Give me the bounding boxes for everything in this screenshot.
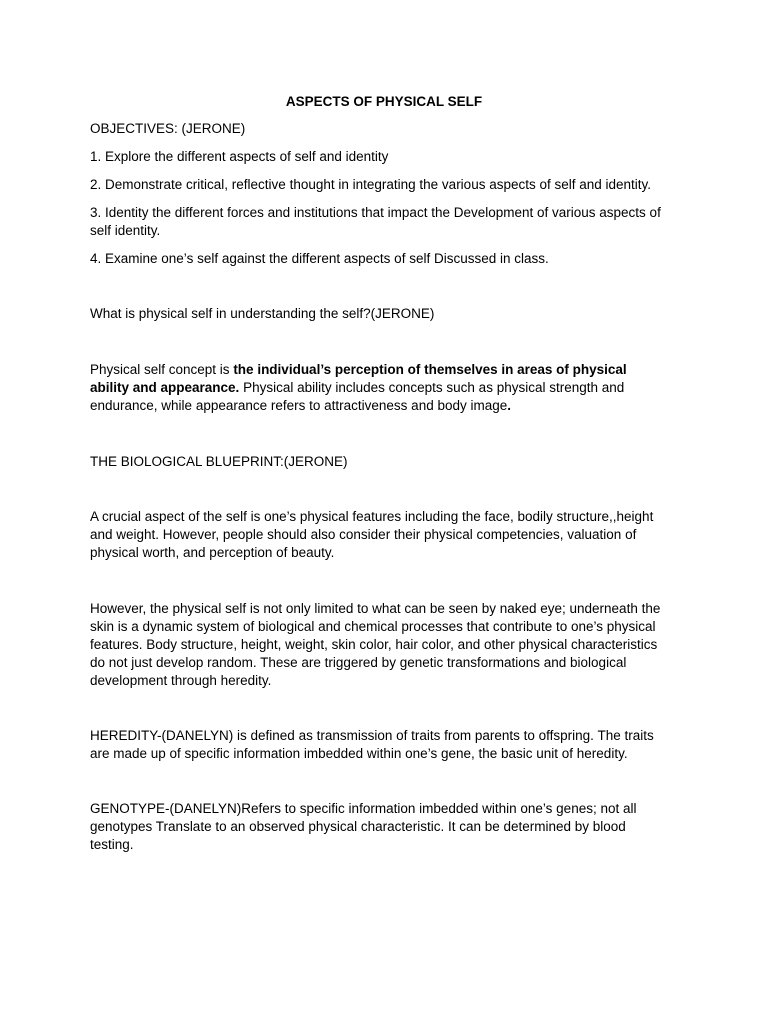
paragraph-2-line-1: However, the physical self is not only limited to what can be seen by naked eye; underneath the	[90, 601, 661, 616]
definition-emphasis-2: ability and appearance.	[90, 380, 240, 395]
question-heading: What is physical self in understanding the self?(JERONE)	[90, 306, 435, 321]
objective-item-1: 1. Explore the different aspects of self and identity	[90, 149, 389, 164]
blueprint-heading: THE BIOLOGICAL BLUEPRINT:(JERONE)	[90, 454, 348, 469]
heredity-line-2: are made up of specific information imbedded within one’s gene, the basic unit of heredity.	[90, 746, 628, 761]
objective-item-4: 4. Examine one’s self against the different aspects of self Discussed in class.	[90, 251, 549, 266]
definition-line-1-text: Physical self concept is	[90, 362, 234, 377]
genotype-line-3: testing.	[90, 837, 134, 852]
heredity-line-1: HEREDITY-(DANELYN) is defined as transmission of traits from parents to offspring. The traits	[90, 728, 654, 743]
definition-line-2-text: Physical ability includes concepts such as physical strength and	[239, 380, 625, 395]
definition-line-2	[90, 379, 690, 397]
objective-item-2: 2. Demonstrate critical, reflective thought in integrating the various aspects of self and identity.	[90, 177, 652, 192]
definition-period: .	[507, 398, 512, 413]
objectives-heading: OBJECTIVES: (JERONE)	[90, 121, 246, 136]
definition-line-3-text: endurance, while appearance refers to attractiveness and body image	[90, 398, 508, 413]
definition-line-3	[90, 397, 690, 415]
paragraph-2-line-2: skin is a dynamic system of biological and chemical processes that contribute to one’s physical	[90, 619, 656, 634]
paragraph-2-line-5: development through heredity.	[90, 673, 272, 688]
paragraph-1-line-2: and weight. However, people should also consider their physical competencies, valuation of	[90, 527, 637, 542]
genotype-line-1: GENOTYPE-(DANELYN)Refers to specific information imbedded within one’s genes; not all	[90, 801, 637, 816]
paragraph-1-line-1: A crucial aspect of the self is one’s physical features including the face, bodily structure,,height	[90, 509, 654, 524]
paragraph-2-line-4: do not just develop random. These are triggered by genetic transformations and biological	[90, 655, 627, 670]
definition-emphasis-1: the individual’s perception of themselves in areas of physical	[233, 362, 627, 377]
genotype-line-2: genotypes Translate to an observed physical characteristic. It can be determined by blood	[90, 819, 626, 834]
paragraph-2-line-3: features. Body structure, height, weight, skin color, hair color, and other physical characteristics	[90, 637, 658, 652]
objective-item-3-continued: self identity.	[90, 223, 161, 238]
definition-line-1	[90, 361, 690, 379]
document-title: ASPECTS OF PHYSICAL SELF	[285, 94, 483, 109]
objective-item-3: 3. Identity the different forces and institutions that impact the Development of various aspects of	[90, 205, 661, 220]
paragraph-1-line-3: physical worth, and perception of beauty.	[90, 545, 335, 560]
